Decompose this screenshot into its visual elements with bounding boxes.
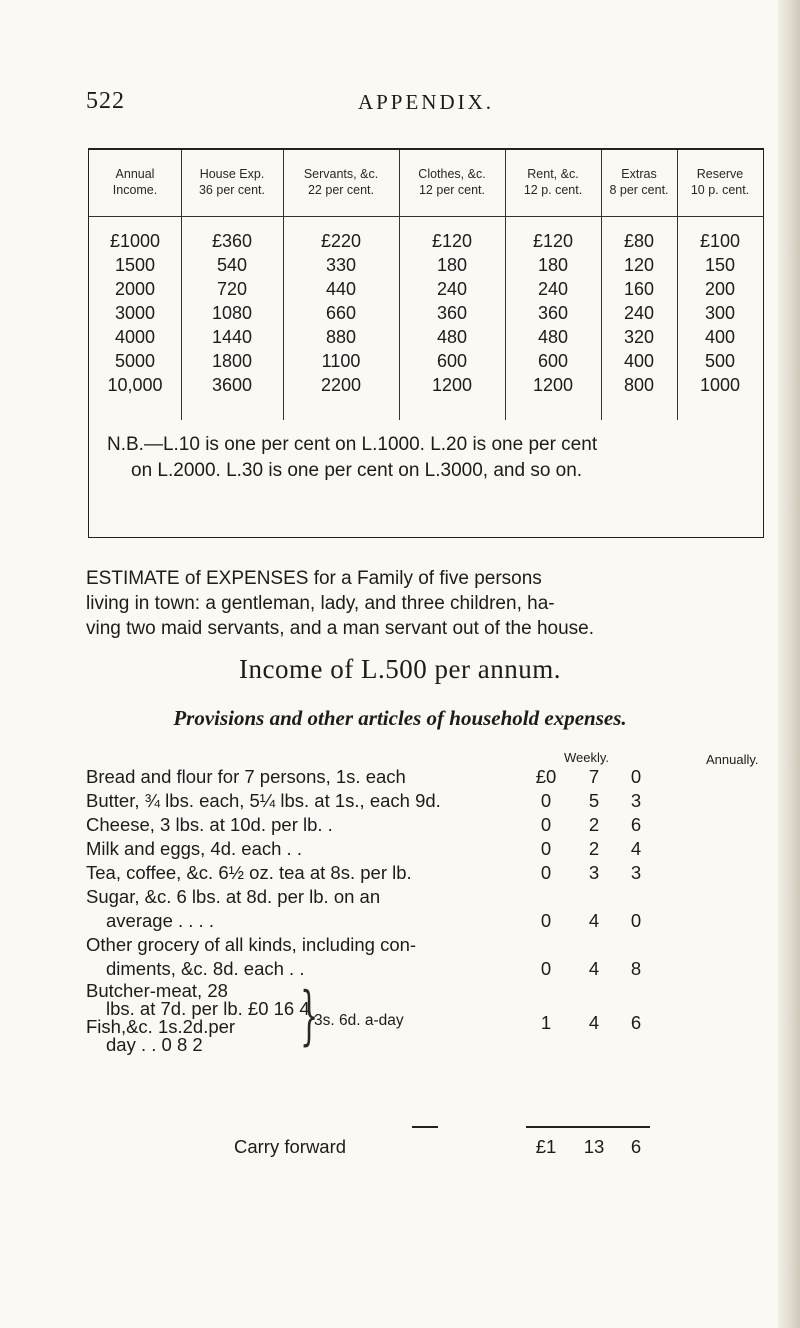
shillings: 5 [588, 790, 600, 811]
header-rule [89, 216, 763, 217]
estimate-line-1: ESTIMATE of EXPENSES for a Family of five persons [86, 568, 542, 589]
table-cell: 540 [216, 255, 248, 275]
pounds: 0 [540, 958, 552, 979]
expense-item [86, 886, 766, 910]
butcher-line-1: Butcher-meat, 28 [86, 980, 228, 1001]
table-cell: £220 [320, 231, 362, 251]
table-cell: 660 [325, 303, 357, 323]
expense-text: Tea, coffee, &c. 6½ oz. tea at 8s. per lb. [86, 862, 412, 883]
table-cell: 1200 [431, 375, 473, 395]
expense-item [86, 766, 766, 790]
table-cell: 360 [436, 303, 468, 323]
header-house-exp: House Exp. 36 per cent. [198, 167, 265, 197]
expense-text: Sugar, &c. 6 lbs. at 8d. per lb. on an [86, 886, 381, 907]
expense-item [86, 910, 766, 934]
expense-item [86, 862, 766, 886]
pence: 3 [630, 790, 642, 811]
pounds: 0 [540, 862, 552, 883]
table-cell: 240 [623, 303, 655, 323]
pounds: 1 [540, 1012, 552, 1033]
pence: 4 [630, 838, 642, 859]
pence: 3 [630, 862, 642, 883]
table-row [89, 230, 763, 253]
table-cell: 330 [325, 255, 357, 275]
expenses-list [86, 766, 766, 1206]
table-cell: 800 [623, 375, 655, 395]
table-cell: 3000 [114, 303, 156, 323]
table-row [89, 278, 763, 301]
table-cell: 480 [436, 327, 468, 347]
expense-item [86, 790, 766, 814]
table-cell: 150 [704, 255, 736, 275]
annually-label: Annually. [706, 752, 759, 767]
table-cell: 160 [623, 279, 655, 299]
carry-forward-row [86, 1136, 766, 1160]
per-day-total: 3s. 6d. a-day [314, 1012, 404, 1029]
pence: 6 [630, 1136, 642, 1157]
page-number: 522 [86, 88, 125, 114]
table-cell: 400 [623, 351, 655, 371]
note-line-1: N.B.—L.10 is one per cent on L.1000. L.20 is one per cent [107, 434, 598, 455]
table-cell: 2200 [320, 375, 362, 395]
table-row [89, 302, 763, 325]
pounds: 0 [540, 790, 552, 811]
table-cell: 880 [325, 327, 357, 347]
expense-text: Milk and eggs, 4d. each . . [86, 838, 302, 859]
table-cell: 1100 [321, 351, 361, 371]
carry-forward-label: Carry forward [234, 1136, 347, 1157]
header-annual-income: Annual Income. [112, 167, 158, 197]
table-note [107, 432, 747, 484]
pounds: 0 [540, 910, 552, 931]
expense-text: Bread and flour for 7 persons, 1s. each [86, 766, 406, 787]
fish-line-2: day . . 0 8 2 [106, 1034, 203, 1055]
pence: 0 [630, 766, 642, 787]
table-cell: 320 [623, 327, 655, 347]
table-row [89, 254, 763, 277]
table-cell: 4000 [114, 327, 156, 347]
shillings: 4 [588, 910, 600, 931]
income-heading: Income of L.500 per annum. [239, 654, 561, 684]
sub-heading: Provisions and other articles of household expenses. [173, 706, 627, 730]
running-title: APPENDIX. [357, 90, 495, 114]
pence: 0 [630, 910, 642, 931]
shillings: 4 [588, 1012, 600, 1033]
butcher-fish-item [86, 979, 766, 1062]
table-cell: 300 [704, 303, 736, 323]
table-cell: £100 [699, 231, 741, 251]
table-cell: £360 [211, 231, 253, 251]
expense-text: Butter, ¾ lbs. each, 5¼ lbs. at 1s., each 9d. [86, 790, 441, 811]
table-cell: 1000 [699, 375, 741, 395]
table-cell: 3600 [211, 375, 253, 395]
table-cell: 480 [537, 327, 569, 347]
brace-icon: } [300, 979, 319, 1053]
income-table [88, 148, 764, 538]
weekly-label: Weekly. [564, 750, 610, 765]
table-cell: 600 [436, 351, 468, 371]
table-cell: 1440 [211, 327, 253, 347]
table-cell: 5000 [114, 351, 156, 371]
table-row [89, 350, 763, 373]
pounds: £0 [535, 766, 557, 787]
table-cell: 240 [537, 279, 569, 299]
pence: 6 [630, 1012, 642, 1033]
table-cell: £120 [431, 231, 473, 251]
expense-text: Cheese, 3 lbs. at 10d. per lb. . [86, 814, 333, 835]
table-cell: 1500 [114, 255, 156, 275]
table-cell: 440 [325, 279, 357, 299]
table-cell: 720 [216, 279, 248, 299]
table-cell: 2000 [114, 279, 156, 299]
header-rent: Rent, &c. 12 p. cent. [523, 167, 583, 197]
pounds: 0 [540, 838, 552, 859]
estimate-heading [86, 566, 766, 641]
header-reserve: Reserve 10 p. cent. [690, 167, 750, 197]
table-cell: £1000 [109, 231, 161, 251]
pence: 8 [630, 958, 642, 979]
pence: 6 [630, 814, 642, 835]
shillings: 2 [588, 814, 600, 835]
shillings: 13 [583, 1136, 605, 1157]
shillings: 3 [588, 862, 600, 883]
table-cell: £80 [623, 231, 655, 251]
expense-item [86, 958, 766, 982]
table-cell: 1200 [532, 375, 574, 395]
shillings: 4 [588, 958, 600, 979]
running-head [86, 88, 766, 118]
table-cell: £120 [532, 231, 574, 251]
table-cell: 180 [436, 255, 468, 275]
estimate-line-3: ving two maid servants, and a man servant out of the house. [86, 618, 595, 639]
header-servants: Servants, &c. 22 per cent. [303, 167, 379, 197]
table-cell: 1080 [211, 303, 253, 323]
table-cell: 120 [623, 255, 655, 275]
table-cell: 500 [704, 351, 736, 371]
shillings: 2 [588, 838, 600, 859]
shillings: 7 [588, 766, 600, 787]
pounds: 0 [540, 814, 552, 835]
expense-text: average . . . . [106, 910, 214, 931]
note-line-2: on L.2000. L.30 is one per cent on L.3000, and so on. [131, 460, 583, 481]
header-clothes: Clothes, &c. 12 per cent. [418, 167, 486, 197]
pounds: £1 [535, 1136, 557, 1157]
expense-text: Other grocery of all kinds, including con- [86, 934, 417, 955]
butcher-line-2: lbs. at 7d. per lb. £0 16 4 [106, 998, 310, 1019]
table-cell: 180 [537, 255, 569, 275]
table-row [89, 374, 763, 397]
expense-item [86, 838, 766, 862]
table-cell: 400 [704, 327, 736, 347]
rule [526, 1126, 650, 1128]
expense-text: diments, &c. 8d. each . . [106, 958, 305, 979]
expense-item [86, 814, 766, 838]
table-cell: 240 [436, 279, 468, 299]
table-cell: 600 [537, 351, 569, 371]
table-cell: 1800 [211, 351, 253, 371]
table-row [89, 326, 763, 349]
expense-item [86, 934, 766, 958]
table-cell: 360 [537, 303, 569, 323]
table-cell: 200 [704, 279, 736, 299]
header-extras: Extras 8 per cent. [609, 167, 669, 197]
rule [412, 1126, 438, 1128]
estimate-line-2: living in town: a gentleman, lady, and three children, ha- [86, 593, 555, 614]
fish-line-1: Fish,&c. 1s.2d.per [86, 1016, 236, 1037]
table-header-row [89, 166, 763, 204]
table-cell: 10,000 [107, 375, 163, 395]
